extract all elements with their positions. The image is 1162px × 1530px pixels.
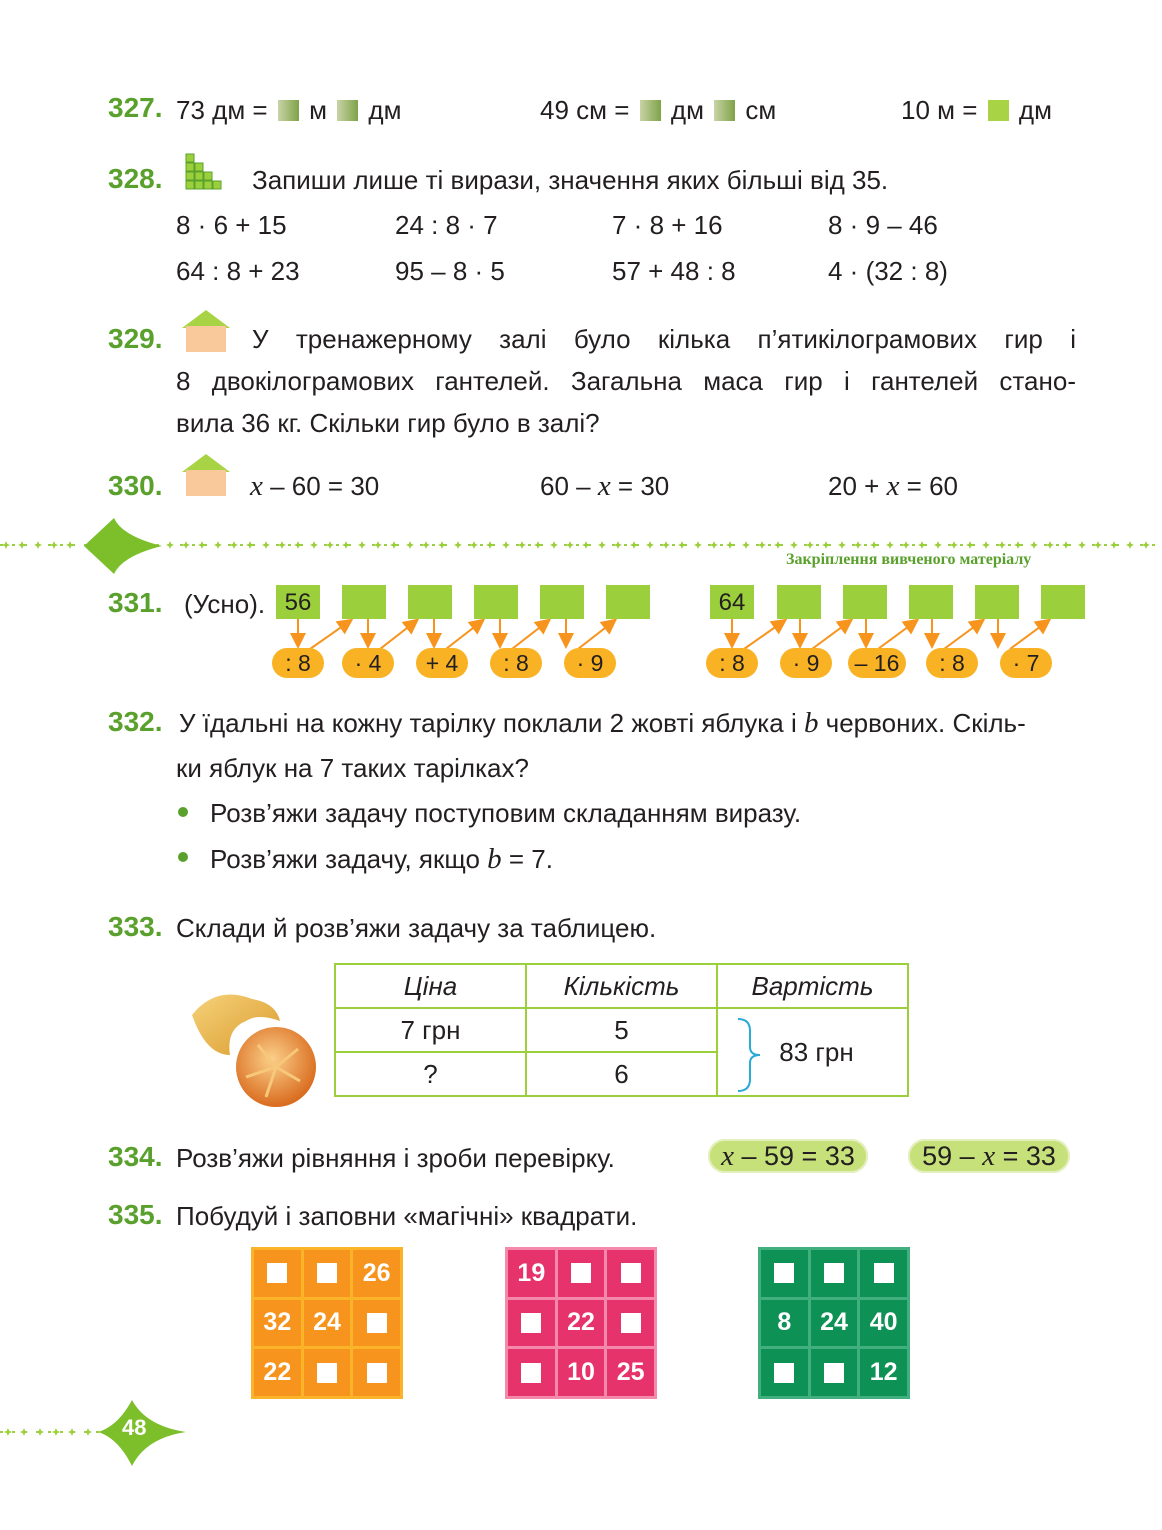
answer-box[interactable] [540, 585, 584, 619]
empty-cell[interactable] [508, 1349, 555, 1396]
square-cell: 26 [353, 1250, 400, 1297]
star-icon [2, 541, 10, 549]
star-icon [646, 541, 654, 549]
square-cell: 19 [508, 1250, 555, 1297]
star-icon [486, 541, 494, 549]
star-icon [36, 1428, 44, 1436]
star-icon [1110, 541, 1118, 549]
star-icon [374, 541, 382, 549]
operation-oval: : 8 [272, 648, 324, 678]
star-icon [4, 1428, 12, 1436]
table-cell: ? [335, 1052, 526, 1096]
operation-oval: · 7 [1000, 648, 1052, 678]
equation-pre: 20 + [828, 471, 887, 501]
star-icon [1142, 541, 1150, 549]
variable: x [250, 470, 263, 502]
star-icon [902, 541, 910, 549]
star-icon [470, 541, 478, 549]
equation-rest: – 60 = 30 [262, 471, 380, 501]
square-cell: 22 [558, 1300, 605, 1347]
square-cell: 12 [860, 1349, 907, 1396]
blank-square-icon [337, 100, 358, 121]
square-cell: 8 [761, 1300, 808, 1347]
expression: 4 · (32 : 8) [828, 256, 948, 286]
chain-start-value: 64 [718, 589, 746, 616]
star-icon [278, 541, 286, 549]
equation-rest: = 60 [899, 471, 958, 501]
equation-pill [708, 1139, 868, 1173]
star-icon [454, 541, 462, 549]
answer-box[interactable] [474, 585, 518, 619]
conversion-a [176, 95, 401, 126]
cubes-icon [184, 152, 230, 192]
task-text: Запиши лише ті вирази, значення яких більші від 35. [252, 165, 889, 195]
table-cell: 7 грн [335, 1008, 526, 1052]
operation-oval: : 8 [490, 648, 542, 678]
star-icon [566, 541, 574, 549]
star-icon [774, 541, 782, 549]
unit: см [745, 95, 777, 125]
total-cell [717, 1008, 908, 1096]
operation-oval: + 4 [416, 648, 468, 678]
square-cell: 24 [304, 1300, 351, 1347]
star-icon [806, 541, 814, 549]
price-table [334, 963, 909, 1097]
empty-cell[interactable] [508, 1300, 555, 1347]
star-icon [1094, 541, 1102, 549]
empty-cell[interactable] [558, 1250, 605, 1297]
star-icon [66, 541, 74, 549]
bullet-icon [178, 852, 188, 862]
exercise-number: 327. [108, 92, 163, 123]
magic-square [758, 1247, 910, 1399]
star-icon [966, 541, 974, 549]
expression: 8 · 6 + 15 [176, 210, 287, 240]
square-cell: 22 [254, 1349, 301, 1396]
star-icon [214, 541, 222, 549]
equation [540, 470, 669, 503]
star-icon [390, 541, 398, 549]
empty-cell[interactable] [353, 1300, 400, 1347]
bullet-text: Розв’яжи задачу поступовим складанням виразу. [210, 798, 802, 828]
star-icon [358, 541, 366, 549]
star-icon [406, 541, 414, 549]
answer-box[interactable] [843, 585, 887, 619]
empty-cell[interactable] [811, 1250, 858, 1297]
conversion-left: 49 см = [540, 95, 630, 125]
text-part: Розв’яжи задачу, якщо [210, 844, 488, 874]
empty-cell[interactable] [353, 1349, 400, 1396]
variable: b [803, 707, 819, 739]
answer-box[interactable] [606, 585, 650, 619]
expression: 57 + 48 : 8 [612, 256, 736, 286]
unit: м [309, 95, 327, 125]
star-icon [20, 1428, 28, 1436]
star-icon [1062, 541, 1070, 549]
star-icon [598, 541, 606, 549]
star-icon [262, 541, 270, 549]
star-icon [982, 541, 990, 549]
star-icon [854, 541, 862, 549]
oral-label: (Усно). [184, 589, 266, 619]
star-icon [678, 541, 686, 549]
expression: 8 · 9 – 46 [828, 210, 938, 240]
answer-box[interactable] [909, 585, 953, 619]
star-icon [246, 541, 254, 549]
exercise-number: 329. [108, 323, 163, 354]
unit: дм [670, 95, 704, 125]
operation-oval: – 16 [848, 648, 906, 678]
square-cell: 10 [558, 1349, 605, 1396]
answer-box[interactable] [975, 585, 1019, 619]
bullet-text [210, 843, 553, 876]
answer-box[interactable] [408, 585, 452, 619]
star-icon [742, 541, 750, 549]
answer-box[interactable] [777, 585, 821, 619]
expression: 24 : 8 · 7 [395, 210, 498, 240]
star-icon [326, 541, 334, 549]
square-cell: 25 [607, 1349, 654, 1396]
equation [250, 470, 379, 503]
empty-cell[interactable] [811, 1349, 858, 1396]
star-icon [582, 541, 590, 549]
star-icon [52, 1428, 60, 1436]
magic-square [251, 1247, 403, 1399]
star-icon [918, 541, 926, 549]
bullet-icon [178, 807, 188, 817]
star-icon [998, 541, 1006, 549]
star-icon [1078, 541, 1086, 549]
problem-line: У тренажерному залі було кілька п’ятикілограмових гир і [252, 324, 1076, 354]
variable: x [982, 1140, 996, 1172]
section-divider [0, 512, 1162, 582]
chain-start-box [710, 585, 754, 619]
page-number-ornament [0, 1398, 200, 1472]
star-icon [710, 541, 718, 549]
star-icon [838, 541, 846, 549]
operation-oval: : 8 [706, 648, 758, 678]
blank-square-icon [640, 100, 661, 121]
exercise-number: 331. [108, 587, 163, 618]
empty-cell[interactable] [761, 1250, 808, 1297]
task-text: Розв’яжи рівняння і зроби перевірку. [176, 1143, 615, 1173]
star-icon [934, 541, 942, 549]
equation-pre: 59 – [922, 1141, 983, 1171]
column-header: Кількість [526, 964, 717, 1008]
pastry-icon [186, 985, 320, 1111]
star-icon [34, 541, 42, 549]
equation-rest: = 30 [610, 471, 670, 501]
square-cell: 40 [860, 1300, 907, 1347]
star-icon [870, 541, 878, 549]
star-icon [1046, 541, 1054, 549]
star-icon [950, 541, 958, 549]
conversion-b [540, 95, 776, 126]
star-icon [694, 541, 702, 549]
problem-line: 8 двокілограмових гантелей. Загальна маса гир і гантелей стано- [176, 366, 1076, 396]
star-icon [758, 541, 766, 549]
empty-cell[interactable] [304, 1250, 351, 1297]
star-icon [294, 541, 302, 549]
empty-cell[interactable] [304, 1349, 351, 1396]
blank-square-icon [278, 100, 299, 121]
chain-arrows [270, 615, 1100, 655]
star-icon [230, 541, 238, 549]
brace-icon [734, 1017, 764, 1093]
star-icon [550, 541, 558, 549]
chain-start-value: 56 [284, 589, 312, 616]
expression: 95 – 8 · 5 [395, 256, 505, 286]
star-icon [502, 541, 510, 549]
star-icon [630, 541, 638, 549]
star-icon [182, 541, 190, 549]
star-icon [822, 541, 830, 549]
answer-box[interactable] [342, 585, 386, 619]
exercise-number: 335. [108, 1199, 163, 1230]
star-icon [198, 541, 206, 549]
problem-line [179, 707, 1026, 740]
equation-pre: 60 – [540, 471, 598, 501]
operation-oval: · 9 [780, 648, 832, 678]
star-icon [50, 541, 58, 549]
unit: дм [1018, 95, 1052, 125]
problem-line: ки яблук на 7 таких тарілках? [176, 753, 529, 783]
empty-cell[interactable] [254, 1250, 301, 1297]
star-icon [68, 1428, 76, 1436]
unit: дм [368, 95, 402, 125]
operation-oval: · 4 [342, 648, 394, 678]
house-icon [178, 452, 234, 498]
task-text: Склади й розв’яжи задачу за таблицею. [176, 913, 657, 943]
star-icon [1014, 541, 1022, 549]
variable: x [597, 470, 611, 502]
total-value: 83 грн [779, 1036, 854, 1067]
answer-box[interactable] [1041, 585, 1085, 619]
star-icon [342, 541, 350, 549]
problem-line: вила 36 кг. Скільки гир було в залі? [176, 408, 600, 438]
blank-square-icon [988, 100, 1009, 121]
task-text: Побудуй і заповни «магічні» квадрати. [176, 1201, 638, 1231]
text-part: У їдальні на кожну тарілку поклали 2 жовті яблука і [179, 708, 804, 738]
text-part: = 7. [501, 844, 553, 874]
empty-cell[interactable] [860, 1250, 907, 1297]
star-icon [1126, 541, 1134, 549]
word-problem [176, 318, 1076, 444]
variable: x [721, 1140, 734, 1172]
star-icon [886, 541, 894, 549]
conversion-left: 10 м = [901, 95, 978, 125]
star-icon [790, 541, 798, 549]
column-header: Вартість [717, 964, 908, 1008]
star-icon [726, 541, 734, 549]
column-header: Ціна [335, 964, 526, 1008]
table-cell: 5 [526, 1008, 717, 1052]
variable: x [886, 470, 900, 502]
empty-cell[interactable] [607, 1250, 654, 1297]
star-icon [1030, 541, 1038, 549]
empty-cell[interactable] [761, 1349, 808, 1396]
equation-pill [908, 1139, 1070, 1173]
star-icon [310, 541, 318, 549]
exercise-number: 334. [108, 1141, 163, 1172]
exercise-number: 328. [108, 163, 163, 194]
star-icon [166, 541, 174, 549]
square-cell: 24 [811, 1300, 858, 1347]
exercise-number: 330. [108, 470, 163, 501]
conversion-c [901, 95, 1052, 126]
magic-square [505, 1247, 657, 1399]
star-icon [422, 541, 430, 549]
star-icon [662, 541, 670, 549]
operation-oval: : 8 [926, 648, 978, 678]
expression: 7 · 8 + 16 [612, 210, 723, 240]
star-icon [18, 541, 26, 549]
equation [828, 470, 958, 503]
page-number: 48 [122, 1415, 147, 1440]
equation-rest: = 33 [995, 1141, 1056, 1171]
star-icon [84, 1428, 92, 1436]
equation-rest: – 59 = 33 [734, 1141, 855, 1171]
text-part: червоних. Скіль- [818, 708, 1026, 738]
conversion-left: 73 дм = [176, 95, 268, 125]
star-icon [438, 541, 446, 549]
exercise-number: 332. [108, 706, 163, 737]
operation-oval: · 9 [564, 648, 616, 678]
empty-cell[interactable] [607, 1300, 654, 1347]
star-icon [614, 541, 622, 549]
star-icon [518, 541, 526, 549]
variable: b [487, 843, 502, 875]
section-label: Закріплення вивченого матеріалу [786, 551, 1032, 568]
exercise-number: 333. [108, 911, 163, 942]
star-icon [534, 541, 542, 549]
chain-start-box [276, 585, 320, 619]
table-cell: 6 [526, 1052, 717, 1096]
expression: 64 : 8 + 23 [176, 256, 300, 286]
square-cell: 32 [254, 1300, 301, 1347]
blank-square-icon [714, 100, 735, 121]
